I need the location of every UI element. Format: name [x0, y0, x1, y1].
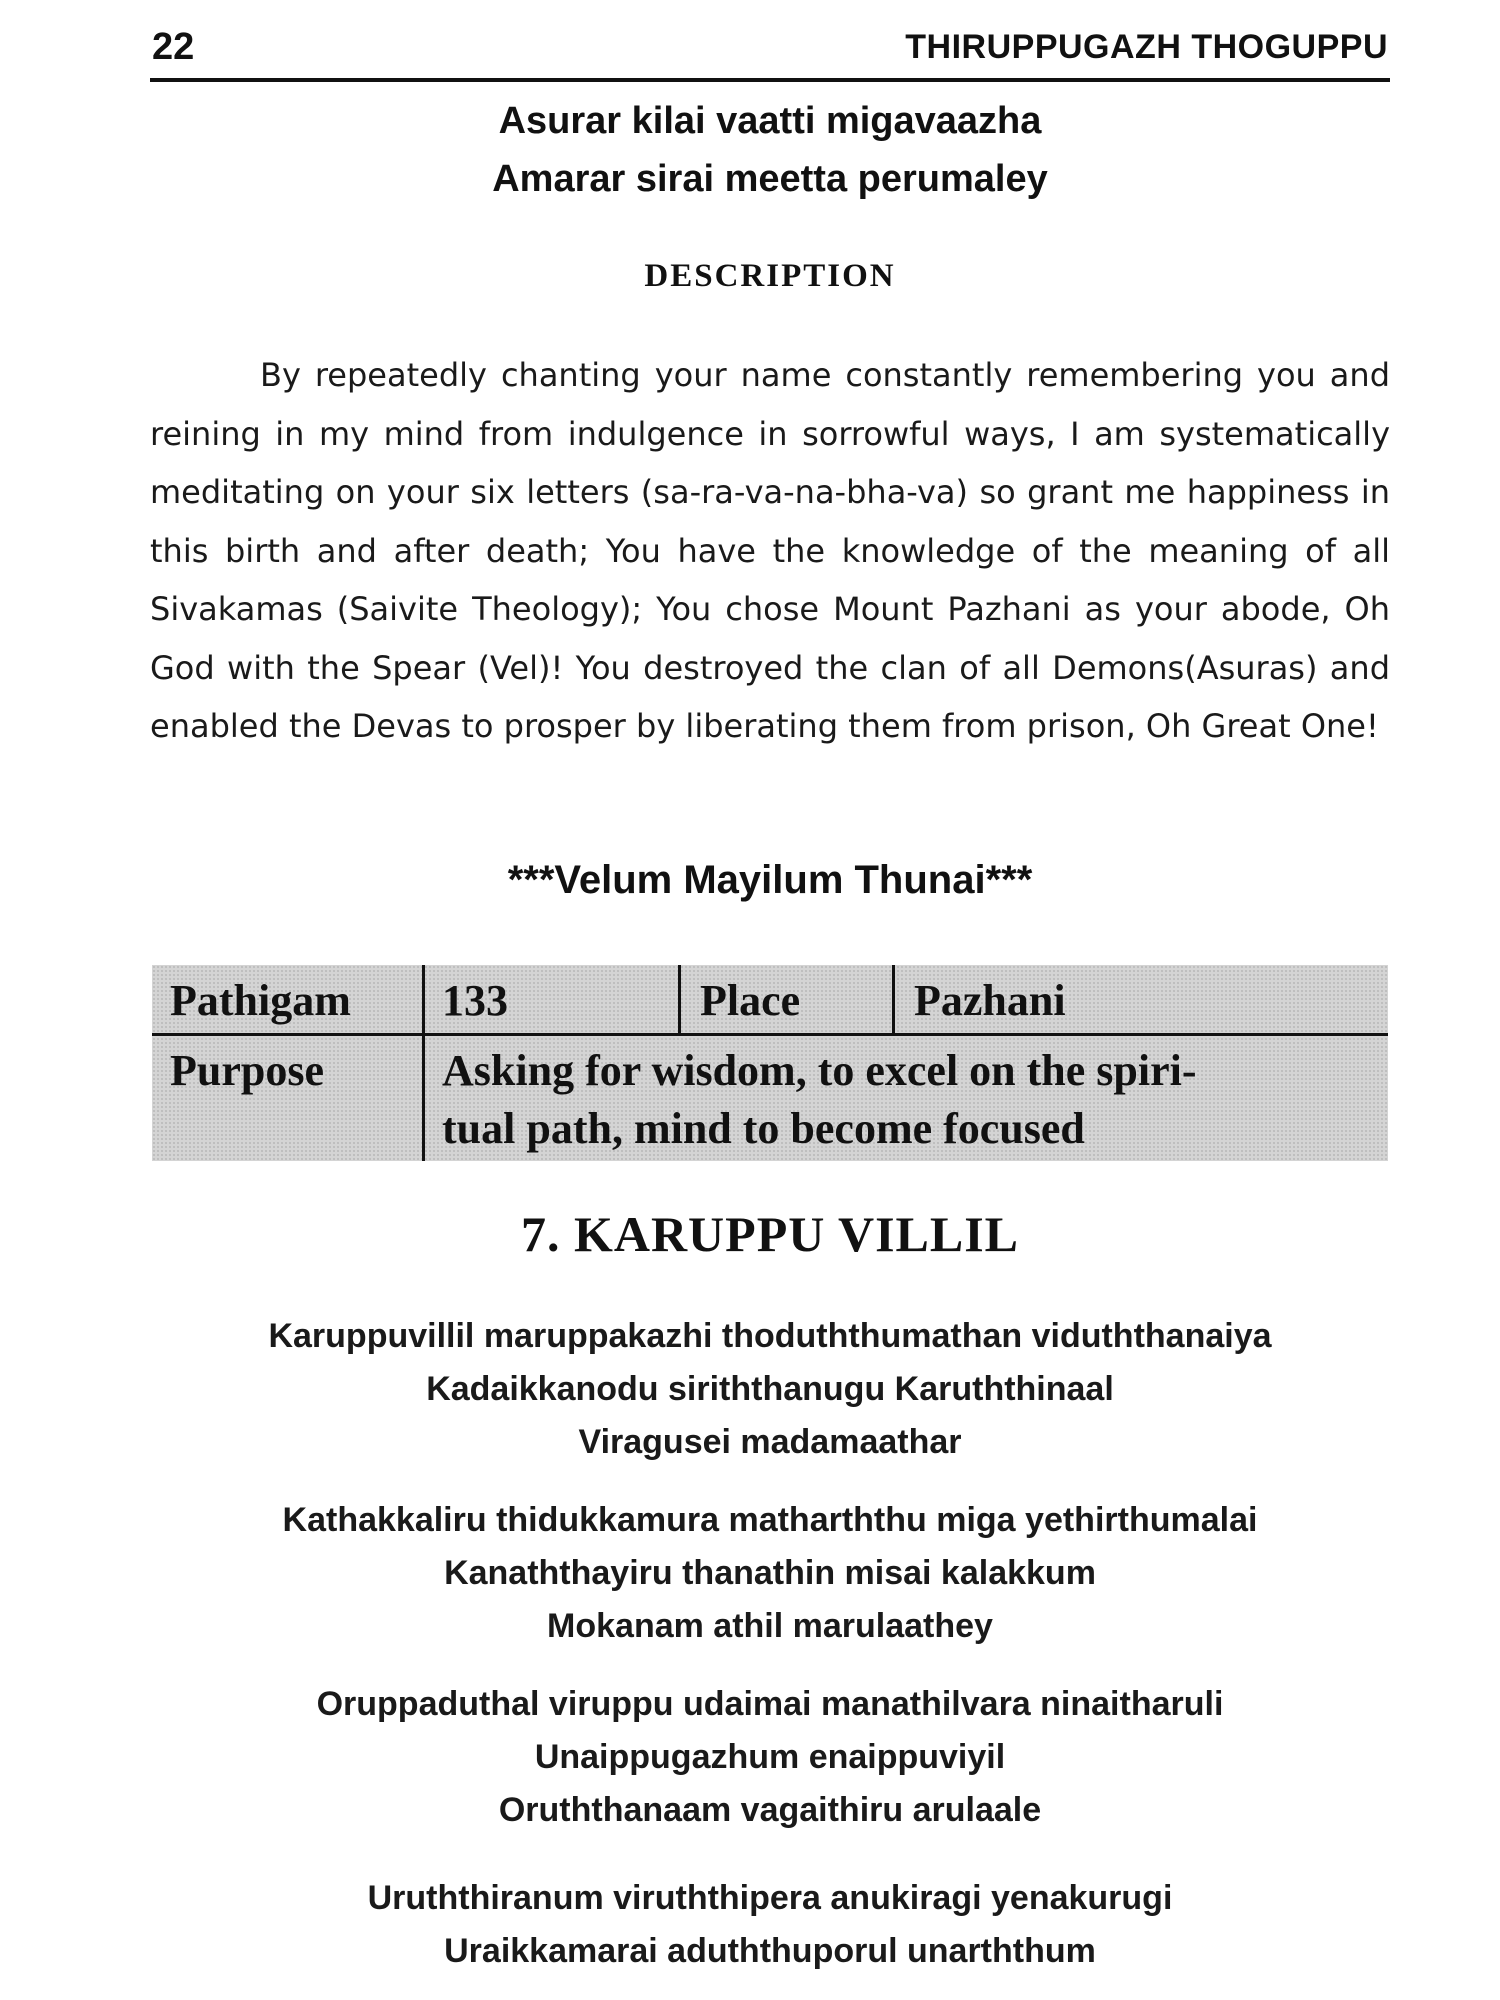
- stanza-line: Kadaikkanodu siriththanugu Karuththinaal: [426, 1370, 1114, 1408]
- closing-invocation: ***Velum Mayilum Thunai***: [507, 858, 1033, 902]
- stanza-4: [150, 1872, 1390, 1978]
- table-divider: [892, 965, 895, 1035]
- stanza-2: [150, 1494, 1390, 1653]
- stanza-line: Unaippugazhum enaippuviyil: [534, 1738, 1006, 1776]
- purpose-value-line2: tual path, mind to become focused: [442, 1104, 1085, 1153]
- page-number: 22: [152, 26, 195, 68]
- stanza-line: Viragusei madamaathar: [578, 1423, 962, 1461]
- verse-line: Amarar sirai meetta perumaley: [492, 158, 1048, 200]
- place-label: Place: [700, 976, 801, 1025]
- verse-line: Asurar kilai vaatti migavaazha: [498, 100, 1042, 142]
- place-value: Pazhani: [914, 976, 1066, 1025]
- stanza-line: Uraikkamarai aduththuporul unarththum: [444, 1932, 1096, 1970]
- previous-verse-ending: [150, 92, 1390, 208]
- pathigam-info-table: [152, 965, 1388, 1161]
- pathigam-label: Pathigam: [170, 976, 351, 1025]
- stanza-3: [150, 1678, 1390, 1837]
- page-header: [150, 22, 1390, 82]
- stanza-line: Oruppaduthal viruppu udaimai manathilvara ninaitharuli: [316, 1685, 1224, 1723]
- description-heading: DESCRIPTION: [644, 258, 896, 294]
- stanza-line: Mokanam athil marulaathey: [547, 1607, 993, 1645]
- description-paragraph: By repeatedly chanting your name constantly remembering you and reining in my mind from indulgence in sorrowful ways, I am systematically meditating on your six letters (sa-ra-va-na-bha-va) so grant me happiness in this birth and after death; You have the knowledge of the meaning of all Sivakamas (Saivite Theology); You chose Mount Pazhani as your abode, Oh God with the Spear (Vel)! You destroyed the clan of all Demons(Asuras) and enabled the Devas to prosper by liberating them from prison, Oh Great One!: [150, 356, 1390, 745]
- table-divider: [678, 965, 681, 1035]
- book-title: THIRUPPUGAZH THOGUPPU: [905, 28, 1388, 66]
- purpose-value-line1: Asking for wisdom, to excel on the spiri-: [442, 1046, 1197, 1095]
- stanza-line: Karuppuvillil maruppakazhi thoduththumathan viduththanaiya: [268, 1317, 1272, 1355]
- stanza-line: Kanaththayiru thanathin misai kalakkum: [444, 1554, 1096, 1592]
- stanza-1: [150, 1310, 1390, 1469]
- table-row-divider: [152, 1033, 1388, 1036]
- stanza-line: Kathakkaliru thidukkamura matharththu miga yethirthumalai: [282, 1501, 1258, 1539]
- pathigam-value: 133: [442, 976, 508, 1025]
- stanza-line: Oruththanaam vagaithiru arulaale: [498, 1791, 1042, 1829]
- table-divider: [422, 965, 425, 1161]
- stanza-line: Uruththiranum viruththipera anukiragi yenakurugi: [367, 1879, 1173, 1917]
- purpose-label: Purpose: [170, 1046, 324, 1095]
- song-title: 7. KARUPPU VILLIL: [520, 1206, 1020, 1262]
